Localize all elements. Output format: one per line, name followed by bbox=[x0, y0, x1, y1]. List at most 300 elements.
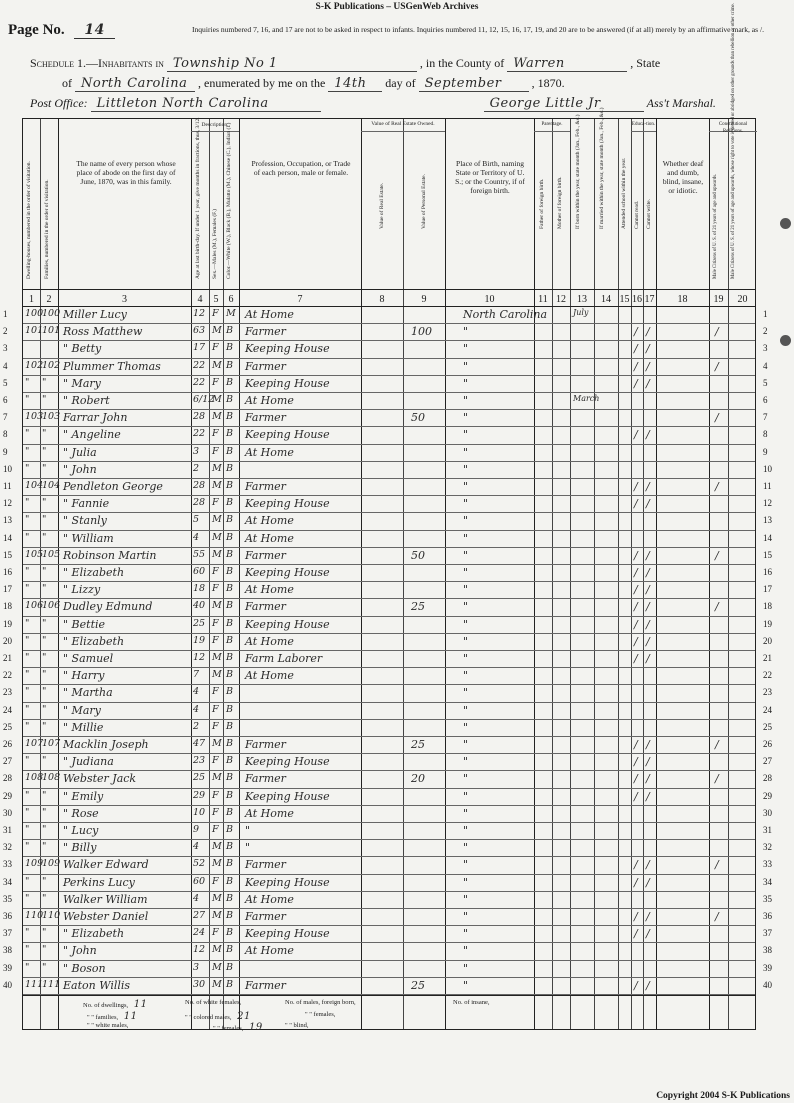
color-value: B bbox=[226, 789, 233, 801]
cannot-write-mark: / bbox=[646, 342, 650, 356]
sex-value: F bbox=[212, 789, 219, 801]
row-number-left: 10 bbox=[3, 463, 12, 474]
birthplace-value: " bbox=[463, 910, 469, 923]
personal-estate-value: 25 bbox=[411, 738, 425, 751]
occupation-value: Keeping House bbox=[245, 927, 330, 941]
row-number-left: 31 bbox=[3, 825, 12, 835]
row-number-left: 19 bbox=[3, 618, 12, 629]
dwelling-number: " bbox=[25, 445, 30, 457]
row-number-left: 13 bbox=[3, 515, 12, 526]
row-divider bbox=[23, 426, 755, 427]
column-number: 16 bbox=[632, 294, 642, 305]
column-number: 6 bbox=[228, 294, 234, 305]
person-name: Webster Daniel bbox=[63, 910, 149, 923]
row-divider bbox=[23, 839, 755, 840]
day-value: 14th bbox=[328, 76, 382, 92]
header-divider bbox=[534, 131, 570, 132]
family-number: " bbox=[42, 841, 47, 853]
row-divider bbox=[23, 719, 755, 720]
post-office-value: Littleton North Carolina bbox=[91, 96, 321, 112]
person-name: " Robert bbox=[63, 394, 110, 407]
occupation-value: Farmer bbox=[245, 548, 286, 562]
family-number: " bbox=[42, 944, 47, 956]
occupation-value: Farm Laborer bbox=[245, 652, 323, 665]
birthplace-value: " bbox=[463, 944, 469, 958]
column-number: 7 bbox=[297, 294, 303, 305]
cannot-read-mark: / bbox=[634, 875, 638, 889]
age-value: 52 bbox=[193, 858, 206, 870]
row-number-left: 38 bbox=[3, 945, 12, 956]
dwelling-number: " bbox=[25, 652, 30, 663]
row-number-right: 19 bbox=[763, 618, 772, 629]
cannot-write-mark: / bbox=[646, 875, 650, 889]
header-color: Color.—White (W.), Black (B.), Mulatto (M.), Chinese (C.), Indian (I.) bbox=[226, 122, 232, 279]
age-value: 63 bbox=[193, 325, 206, 337]
age-value: 22 bbox=[193, 376, 206, 388]
row-number-right: 18 bbox=[763, 601, 772, 612]
family-number: 103 bbox=[42, 411, 61, 423]
age-value: 22 bbox=[193, 359, 206, 371]
sex-value: M bbox=[212, 669, 222, 681]
cannot-read-mark: / bbox=[634, 548, 638, 562]
cannot-write-mark: / bbox=[646, 910, 650, 923]
row-number-right: 34 bbox=[763, 876, 772, 887]
birthplace-value: " bbox=[463, 394, 469, 407]
cannot-write-mark: / bbox=[646, 428, 650, 442]
row-number-left: 20 bbox=[3, 635, 12, 646]
row-number-left: 17 bbox=[3, 584, 12, 595]
row-number-right: 4 bbox=[763, 360, 768, 371]
cannot-write-mark: / bbox=[646, 566, 650, 579]
cannot-write-mark: / bbox=[646, 548, 650, 562]
family-number: " bbox=[42, 462, 47, 474]
age-value: 4 bbox=[193, 841, 200, 853]
person-name: " Julia bbox=[63, 445, 97, 459]
col-divider bbox=[728, 119, 729, 1029]
dwelling-number: " bbox=[25, 583, 30, 595]
birthplace-value: " bbox=[463, 634, 469, 648]
family-number: " bbox=[42, 566, 47, 577]
person-name: " Betty bbox=[63, 342, 102, 356]
row-number-left: 40 bbox=[3, 979, 12, 990]
archive-banner: S-K Publications – USGenWeb Archives bbox=[315, 2, 479, 12]
row-number-right: 24 bbox=[763, 704, 772, 715]
occupation-value: At Home bbox=[245, 892, 294, 906]
dwelling-number: 106 bbox=[25, 600, 44, 612]
family-number: " bbox=[42, 720, 47, 732]
person-name: " Angeline bbox=[63, 428, 121, 442]
color-value: B bbox=[226, 927, 233, 939]
cannot-read-mark: / bbox=[634, 480, 638, 493]
sex-value: M bbox=[212, 325, 222, 337]
family-number: " bbox=[42, 806, 47, 818]
column-number: 1 bbox=[29, 294, 34, 305]
row-divider bbox=[23, 461, 755, 462]
occupation-value: At Home bbox=[245, 445, 294, 459]
age-value: 6/12 bbox=[193, 394, 215, 405]
sex-value: M bbox=[212, 841, 222, 853]
person-name: " Lucy bbox=[63, 824, 99, 837]
age-value: 10 bbox=[193, 806, 206, 818]
row-divider bbox=[23, 323, 755, 324]
column-number: 13 bbox=[577, 294, 587, 305]
person-name: " Billy bbox=[63, 841, 97, 855]
header-deaf-blind: Whether deaf and dumb, blind, insane, or idiotic. bbox=[662, 159, 704, 195]
tally-females-label: " " females, bbox=[305, 1011, 336, 1018]
row-number-left: 16 bbox=[3, 567, 12, 577]
col-divider bbox=[40, 119, 41, 1029]
row-number-right: 26 bbox=[763, 739, 772, 749]
personal-estate-value: 25 bbox=[411, 978, 425, 992]
occupation-value: At Home bbox=[245, 669, 294, 683]
family-number: " bbox=[42, 583, 47, 595]
row-number-right: 37 bbox=[763, 928, 772, 939]
personal-estate-value: 100 bbox=[411, 325, 432, 339]
cannot-read-mark: / bbox=[634, 738, 638, 751]
occupation-value: At Home bbox=[245, 944, 294, 958]
row-divider bbox=[23, 925, 755, 926]
age-value: 25 bbox=[193, 772, 206, 784]
header-vote-denied: Male Citizens of U. S. of 21 years of age and upwards, whose right to vote is denied or abridged on other grounds than rebellion or other crime. bbox=[731, 3, 736, 279]
dwelling-number: 109 bbox=[25, 858, 44, 870]
family-number: " bbox=[42, 514, 47, 526]
row-divider bbox=[23, 805, 755, 806]
state-label: , State bbox=[630, 56, 661, 70]
color-value: B bbox=[226, 548, 233, 560]
age-value: 3 bbox=[193, 961, 200, 973]
header-dwelling: Dwelling-houses, numbered in the order of visitation. bbox=[26, 161, 32, 279]
color-value: B bbox=[226, 411, 233, 423]
post-office-line bbox=[30, 96, 782, 112]
color-value: B bbox=[226, 428, 233, 440]
row-number-left: 29 bbox=[3, 790, 12, 801]
age-value: 28 bbox=[193, 411, 206, 423]
row-divider bbox=[23, 736, 755, 737]
row-number-left: 39 bbox=[3, 962, 12, 973]
col-divider bbox=[709, 119, 710, 1029]
family-number: 107 bbox=[42, 738, 61, 749]
column-number: 12 bbox=[556, 294, 566, 305]
row-number-left: 12 bbox=[3, 498, 12, 509]
page-number-label: Page No. bbox=[8, 22, 65, 38]
family-number: " bbox=[42, 652, 47, 663]
citizen-mark: / bbox=[715, 858, 719, 872]
sex-value: M bbox=[212, 738, 222, 749]
column-number: 4 bbox=[197, 294, 203, 305]
birthplace-value: " bbox=[463, 875, 469, 889]
sex-value: F bbox=[212, 824, 219, 835]
person-name: " Mary bbox=[63, 376, 101, 390]
col-divider bbox=[445, 119, 446, 1029]
row-divider bbox=[23, 598, 755, 599]
color-value: B bbox=[226, 772, 233, 784]
occupation-value: " bbox=[245, 841, 251, 855]
occupation-value: At Home bbox=[245, 514, 294, 528]
personal-estate-value: 20 bbox=[411, 772, 425, 786]
person-name: " Stanly bbox=[63, 514, 107, 528]
tally-blind-label: " " blind, bbox=[285, 1022, 309, 1029]
column-number: 2 bbox=[46, 294, 52, 305]
citizen-mark: / bbox=[715, 411, 719, 425]
age-value: 30 bbox=[193, 978, 206, 990]
col-divider bbox=[631, 119, 632, 1029]
row-divider bbox=[23, 358, 755, 359]
family-number: " bbox=[42, 634, 47, 646]
cannot-read-mark: / bbox=[634, 342, 638, 356]
family-number: " bbox=[42, 669, 47, 681]
color-value: B bbox=[226, 600, 233, 612]
cannot-read-mark: / bbox=[634, 652, 638, 665]
row-number-left: 15 bbox=[3, 549, 12, 560]
birthplace-value: " bbox=[463, 858, 469, 872]
row-number-left: 30 bbox=[3, 807, 12, 818]
row-number-left: 28 bbox=[3, 773, 12, 784]
occupation-value: Keeping House bbox=[245, 617, 330, 631]
header-bottom bbox=[23, 289, 755, 290]
person-name: Walker Edward bbox=[63, 858, 149, 872]
person-name: Pendleton George bbox=[63, 480, 163, 493]
row-number-right: 15 bbox=[763, 549, 772, 560]
color-value: B bbox=[226, 583, 233, 595]
person-name: Plummer Thomas bbox=[63, 359, 161, 373]
cannot-read-mark: / bbox=[634, 428, 638, 442]
person-name: Dudley Edmund bbox=[63, 600, 153, 614]
dwelling-number: 110 bbox=[25, 910, 44, 921]
cannot-write-mark: / bbox=[646, 789, 650, 803]
birthplace-value: " bbox=[463, 755, 469, 769]
dwelling-number: " bbox=[25, 514, 30, 526]
col-divider bbox=[534, 119, 535, 1029]
person-name: " Elizabeth bbox=[63, 566, 125, 579]
occupation-value: Farmer bbox=[245, 480, 286, 493]
row-number-right: 5 bbox=[763, 377, 768, 388]
row-divider bbox=[23, 856, 755, 857]
citizen-mark: / bbox=[715, 359, 719, 373]
occupation-value: At Home bbox=[245, 583, 294, 597]
row-number-left: 24 bbox=[3, 704, 12, 715]
col-divider bbox=[594, 119, 595, 1029]
color-value: B bbox=[226, 325, 233, 337]
person-name: " Bettie bbox=[63, 617, 106, 631]
column-number: 9 bbox=[421, 294, 427, 305]
row-number-left: 5 bbox=[3, 377, 8, 388]
dwelling-number: 111 bbox=[25, 978, 44, 990]
row-number-left: 27 bbox=[3, 756, 12, 767]
person-name: Robinson Martin bbox=[63, 548, 157, 562]
schedule-label: Schedule 1.—Inhabitants in bbox=[30, 56, 164, 70]
header-occupation: Profession, Occupation, or Trade of each person, male or female. bbox=[251, 159, 351, 177]
age-value: 5 bbox=[193, 514, 200, 526]
birthplace-value: " bbox=[463, 445, 469, 459]
cannot-read-mark: / bbox=[634, 583, 638, 597]
color-value: B bbox=[226, 342, 233, 354]
person-name: " Mary bbox=[63, 703, 101, 717]
occupation-value: Keeping House bbox=[245, 875, 330, 889]
row-number-right: 1 bbox=[763, 309, 768, 319]
family-number: " bbox=[42, 445, 47, 457]
of-label: of bbox=[62, 76, 72, 90]
cannot-read-mark: / bbox=[634, 927, 638, 941]
person-name: " Emily bbox=[63, 789, 104, 803]
color-value: B bbox=[226, 669, 233, 681]
row-number-left: 2 bbox=[3, 326, 8, 337]
cannot-write-mark: / bbox=[646, 858, 650, 872]
dwelling-number: " bbox=[25, 566, 30, 577]
cannot-write-mark: / bbox=[646, 617, 650, 631]
row-number-right: 22 bbox=[763, 670, 772, 681]
row-number-right: 3 bbox=[763, 343, 768, 354]
header-father-foreign: Father of foreign birth. bbox=[539, 178, 545, 229]
row-number-right: 23 bbox=[763, 687, 772, 698]
tally-colored-males-label: " " colored males, bbox=[185, 1014, 232, 1021]
row-divider bbox=[23, 770, 755, 771]
row-divider bbox=[23, 530, 755, 531]
tally-section bbox=[23, 995, 757, 1031]
birthplace-value: " bbox=[463, 961, 469, 975]
sex-value: F bbox=[212, 342, 219, 354]
occupation-value: Farmer bbox=[245, 600, 286, 614]
col-divider bbox=[223, 119, 224, 1029]
occupation-value: Farmer bbox=[245, 910, 286, 923]
sex-value: F bbox=[212, 806, 219, 818]
birthplace-value: " bbox=[463, 738, 469, 751]
cannot-write-mark: / bbox=[646, 497, 650, 511]
citizen-mark: / bbox=[715, 600, 719, 614]
page-number bbox=[8, 22, 115, 39]
row-number-left: 9 bbox=[3, 446, 8, 457]
row-divider bbox=[23, 891, 755, 892]
post-office-label: Post Office: bbox=[30, 96, 88, 110]
sex-value: F bbox=[212, 428, 219, 440]
family-number: 109 bbox=[42, 858, 61, 870]
birthplace-value: " bbox=[463, 824, 469, 837]
age-value: 40 bbox=[193, 600, 206, 612]
row-number-right: 38 bbox=[763, 945, 772, 956]
age-value: 4 bbox=[193, 703, 200, 715]
dwelling-number: " bbox=[25, 927, 30, 939]
row-divider bbox=[23, 409, 755, 410]
sex-value: M bbox=[212, 531, 222, 543]
dwelling-number: " bbox=[25, 376, 30, 388]
sex-value: F bbox=[212, 583, 219, 595]
age-value: 3 bbox=[193, 445, 200, 457]
row-divider bbox=[23, 633, 755, 634]
family-number: " bbox=[42, 703, 47, 715]
tally-males-foreign-label: No. of males, foreign born, bbox=[285, 999, 356, 1006]
person-name: Miller Lucy bbox=[63, 308, 127, 321]
header-cannot-write: Cannot write. bbox=[646, 199, 652, 229]
row-number-right: 16 bbox=[763, 567, 772, 577]
county-value: Warren bbox=[507, 56, 627, 72]
dwelling-number: " bbox=[25, 462, 30, 474]
tally-white-females-label: No. of white females, bbox=[185, 999, 242, 1006]
cannot-read-mark: / bbox=[634, 755, 638, 769]
row-divider bbox=[23, 702, 755, 703]
sex-value: F bbox=[212, 566, 219, 577]
row-divider bbox=[23, 977, 755, 978]
occupation-value: Farmer bbox=[245, 738, 286, 751]
person-name: " Rose bbox=[63, 806, 99, 820]
row-number-right: 12 bbox=[763, 498, 772, 509]
birthplace-value: " bbox=[463, 652, 469, 665]
occupation-value: Farmer bbox=[245, 772, 286, 786]
age-value: 25 bbox=[193, 617, 206, 629]
dwelling-number: " bbox=[25, 634, 30, 646]
row-divider bbox=[23, 616, 755, 617]
dwelling-number: 104 bbox=[25, 480, 44, 491]
color-value: M bbox=[226, 308, 236, 319]
age-value: 12 bbox=[193, 944, 206, 956]
birthplace-value: " bbox=[463, 841, 469, 855]
age-value: 4 bbox=[193, 686, 200, 698]
cannot-read-mark: / bbox=[634, 617, 638, 631]
sex-value: M bbox=[212, 411, 222, 423]
row-number-left: 18 bbox=[3, 601, 12, 612]
family-number: " bbox=[42, 428, 47, 440]
family-number: 111 bbox=[42, 978, 61, 990]
tally-dwellings bbox=[83, 999, 152, 1010]
color-value: B bbox=[226, 531, 233, 543]
occupation-value: Keeping House bbox=[245, 566, 330, 579]
col-divider bbox=[191, 119, 192, 1029]
person-name: " Judiana bbox=[63, 755, 114, 769]
header-school: Attended school within the year. bbox=[621, 157, 627, 229]
dwelling-number: " bbox=[25, 669, 30, 681]
citizen-mark: / bbox=[715, 480, 719, 493]
row-number-left: 32 bbox=[3, 842, 12, 853]
dwelling-number: " bbox=[25, 720, 30, 732]
cannot-read-mark: / bbox=[634, 858, 638, 872]
occupation-value: Keeping House bbox=[245, 789, 330, 803]
cannot-write-mark: / bbox=[646, 772, 650, 786]
sex-value: M bbox=[212, 359, 222, 371]
row-number-left: 36 bbox=[3, 911, 12, 921]
dwelling-number: 108 bbox=[25, 772, 44, 784]
person-name: " Boson bbox=[63, 961, 106, 975]
sex-value: M bbox=[212, 480, 222, 491]
tally-dwellings-label: No. of dwellings, bbox=[83, 1002, 129, 1009]
column-number: 10 bbox=[484, 294, 495, 305]
birthplace-value: " bbox=[463, 411, 469, 425]
birthplace-value: " bbox=[463, 703, 469, 717]
occupation-value: At Home bbox=[245, 806, 294, 820]
binding-hole bbox=[780, 335, 791, 346]
person-name: " John bbox=[63, 944, 97, 958]
citizen-mark: / bbox=[715, 772, 719, 786]
family-number: 105 bbox=[42, 548, 61, 560]
row-number-left: 26 bbox=[3, 739, 12, 749]
col-divider bbox=[239, 119, 240, 1029]
dwelling-number: " bbox=[25, 617, 30, 629]
row-number-left: 4 bbox=[3, 360, 8, 371]
birthplace-value: " bbox=[463, 514, 469, 528]
age-value: 2 bbox=[193, 720, 200, 732]
binding-hole bbox=[780, 218, 791, 229]
age-value: 55 bbox=[193, 548, 206, 560]
color-value: B bbox=[226, 806, 233, 818]
column-number: 18 bbox=[677, 294, 688, 305]
sex-value: M bbox=[212, 961, 222, 973]
row-divider bbox=[23, 753, 755, 754]
row-divider bbox=[23, 822, 755, 823]
occupation-value: " bbox=[245, 824, 251, 837]
family-number: " bbox=[42, 531, 47, 543]
state-line bbox=[62, 76, 782, 92]
birthplace-value: " bbox=[463, 600, 469, 614]
age-value: 4 bbox=[193, 531, 200, 543]
person-name: Walker William bbox=[63, 892, 148, 906]
age-value: 7 bbox=[193, 669, 200, 681]
